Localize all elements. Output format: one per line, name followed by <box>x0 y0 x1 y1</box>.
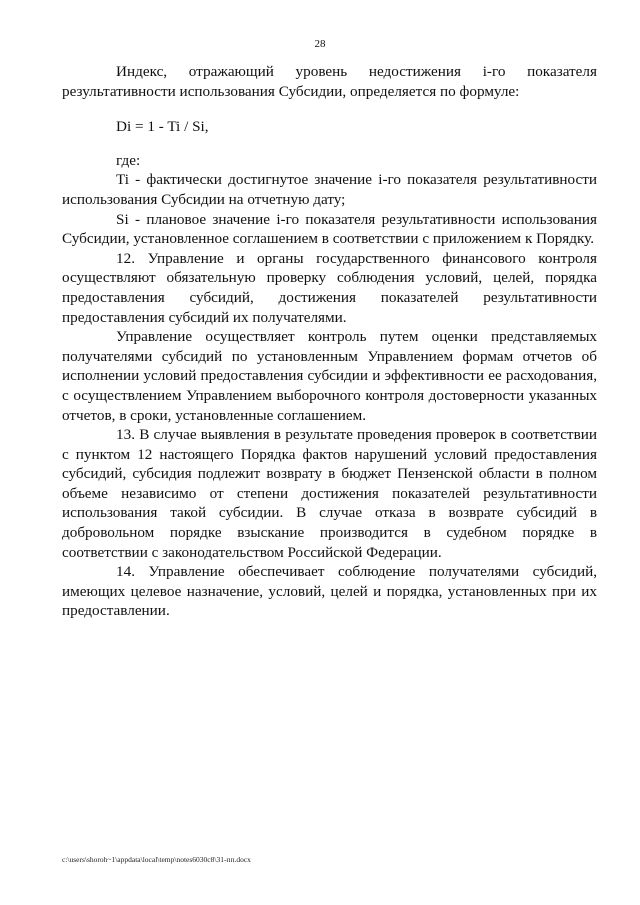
paragraph-where: где: <box>116 151 141 169</box>
paragraph-si-definition: Si - плановое значение i-го показателя результативности использования Субсидии, установленное соглашением в соответствии с приложением к Порядку. <box>62 210 597 248</box>
paragraph-ti-definition: Ti - фактически достигнутое значение i-го показателя результативности использования Субсидии на отчетную дату; <box>62 171 597 208</box>
paragraph-12: 12. Управление и органы государственного финансового контроля осуществляют обязательную проверку соблюдения условий, целей, порядка предоставления субсидий, достижения показателей результативности предоставления субсидий их получателями. <box>62 249 597 326</box>
page-number: 28 <box>314 38 326 50</box>
paragraph-14: 14. Управление обеспечивает соблюдение получателями субсидий, имеющих целевое назначение, условий, целей и порядка, установленных при их предоставлении. <box>62 563 597 620</box>
paragraph-index-intro: Индекс, отражающий уровень недостижения i-го показателя результативности использования Субсидии, определяется по формуле: <box>62 63 597 100</box>
formula: Di = 1 - Ti / Si, <box>116 118 209 136</box>
paragraph-control: Управление осуществляет контроль путем оценки представляемых получателями субсидий по установленным Управлением формам отчетов об исполнении условий предоставления субсидии и эффективности ее расходования, с осуществлением Управлением выборочного контроля достоверности указанных отчетов, в сроки, установленные соглашением. <box>62 328 597 424</box>
paragraph-13: 13. В случае выявления в результате проведения проверок в соответствии с пунктом 12 настоящего Порядка фактов нарушений условий предоставления субсидий, субсидия подлежит возврату в бюджет Пензенской области в полном объеме независимо от степени достижения показателей результативности использования такой субсидии. В случае отказа в возврате субсидий в добровольном порядке взыскание производится в судебном порядке в соответствии с законодательством Российской Федерации. <box>62 426 597 561</box>
footer-file-path: c:\users\shoroh~1\appdata\local\temp\notes6030c8\31-пп.docx <box>62 855 251 864</box>
document-body <box>62 62 597 621</box>
